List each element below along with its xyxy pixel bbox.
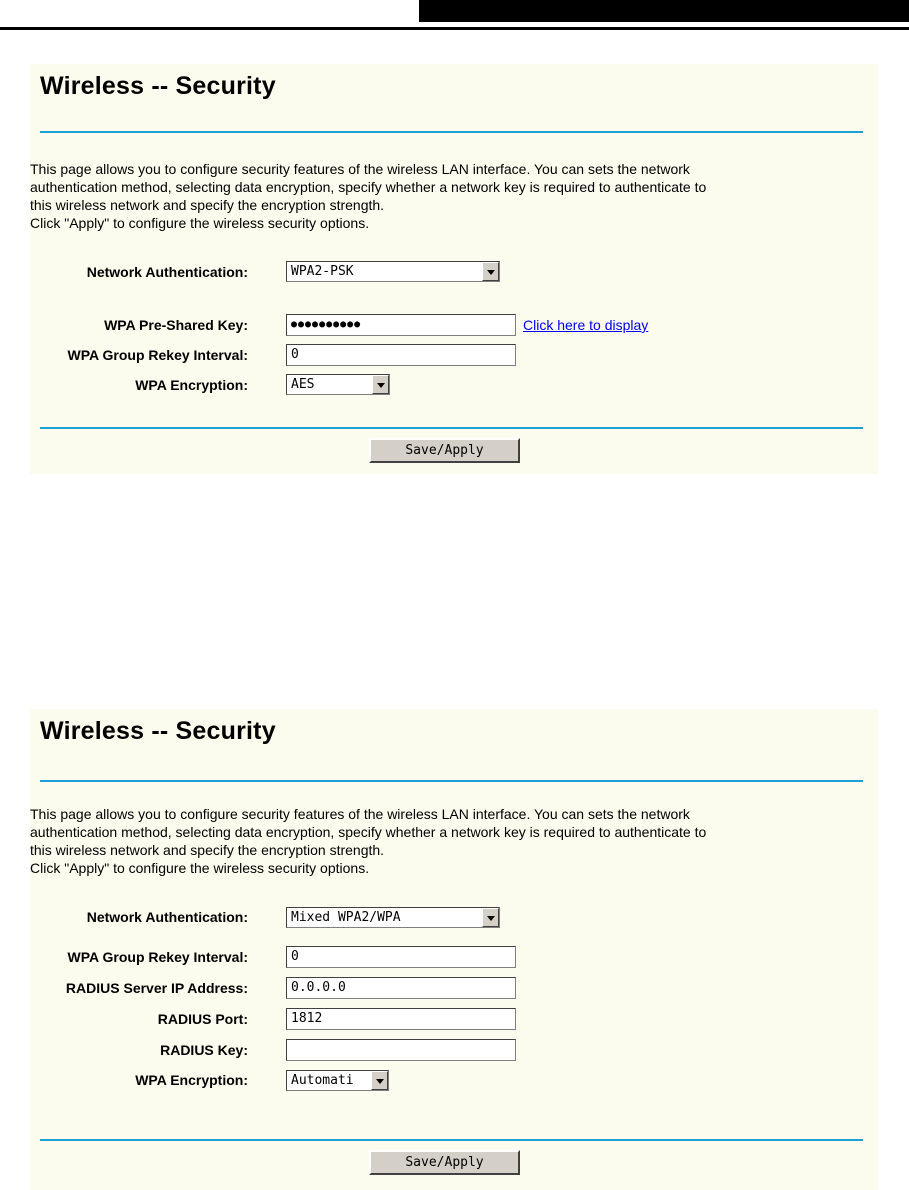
save-apply-button[interactable]: Save/Apply xyxy=(369,438,520,463)
radius-key-label: RADIUS Key: xyxy=(160,1042,248,1058)
wireless-security-panel-wpa2-psk xyxy=(30,64,878,474)
radius-port-label: RADIUS Port: xyxy=(157,1011,248,1027)
radius-port-input[interactable]: 1812 xyxy=(286,1008,516,1030)
header-rule xyxy=(0,27,909,30)
wpa-pre-shared-key-input[interactable]: ●●●●●●●●●● xyxy=(286,314,516,336)
description-line: Click "Apply" to configure the wireless security options. xyxy=(30,860,370,876)
wpa-encryption-label: WPA Encryption: xyxy=(135,1072,248,1088)
radius-server-ip-label: RADIUS Server IP Address: xyxy=(65,980,248,996)
radius-key-input[interactable] xyxy=(286,1039,516,1061)
description-line: authentication method, selecting data encryption, specify whether a network key is required to authenticate to xyxy=(30,824,707,840)
description-line: This page allows you to configure security features of the wireless LAN interface. You can sets the network xyxy=(30,161,690,177)
wireless-security-panel-mixed-wpa xyxy=(30,709,878,1190)
form-divider xyxy=(40,1139,863,1141)
chevron-down-icon[interactable] xyxy=(372,375,389,394)
description-line: This page allows you to configure security features of the wireless LAN interface. You can sets the network xyxy=(30,806,690,822)
network-authentication-value: WPA2-PSK xyxy=(291,264,354,279)
wpa-encryption-label: WPA Encryption: xyxy=(135,377,248,393)
title-divider xyxy=(40,131,863,133)
page-title: Wireless -- Security xyxy=(40,717,276,745)
description-line: this wireless network and specify the encryption strength. xyxy=(30,197,385,213)
click-here-to-display-link[interactable]: Click here to display xyxy=(523,317,649,333)
chevron-down-icon[interactable] xyxy=(482,262,499,281)
network-authentication-select[interactable] xyxy=(286,261,500,282)
form-divider xyxy=(40,427,863,429)
wpa-encryption-select[interactable] xyxy=(286,1070,389,1091)
page-title: Wireless -- Security xyxy=(40,72,276,100)
page-description xyxy=(30,805,850,877)
wpa-group-rekey-interval-label: WPA Group Rekey Interval: xyxy=(67,949,248,965)
network-authentication-label: Network Authentication: xyxy=(86,264,248,280)
wpa-encryption-select[interactable] xyxy=(286,374,390,395)
network-authentication-value: Mixed WPA2/WPA xyxy=(291,910,401,925)
network-authentication-label: Network Authentication: xyxy=(86,909,248,925)
save-apply-button[interactable]: Save/Apply xyxy=(369,1150,520,1175)
description-line: Click "Apply" to configure the wireless security options. xyxy=(30,215,370,231)
page-description xyxy=(30,160,850,232)
description-line: authentication method, selecting data encryption, specify whether a network key is required to authenticate to xyxy=(30,179,707,195)
chevron-down-icon[interactable] xyxy=(482,908,499,927)
network-authentication-select[interactable] xyxy=(286,907,500,928)
wpa-encryption-value: AES xyxy=(291,377,315,392)
wpa-encryption-value: Automati xyxy=(291,1073,354,1088)
description-line: this wireless network and specify the encryption strength. xyxy=(30,842,385,858)
title-divider xyxy=(40,780,863,782)
wpa-group-rekey-interval-input[interactable]: 0 xyxy=(286,344,516,366)
wpa-group-rekey-interval-input[interactable]: 0 xyxy=(286,946,516,968)
wpa-pre-shared-key-label: WPA Pre-Shared Key: xyxy=(104,317,248,333)
wpa-group-rekey-interval-label: WPA Group Rekey Interval: xyxy=(67,347,248,363)
header-bar xyxy=(419,0,909,22)
radius-server-ip-input[interactable]: 0.0.0.0 xyxy=(286,977,516,999)
chevron-down-icon[interactable] xyxy=(371,1071,388,1090)
